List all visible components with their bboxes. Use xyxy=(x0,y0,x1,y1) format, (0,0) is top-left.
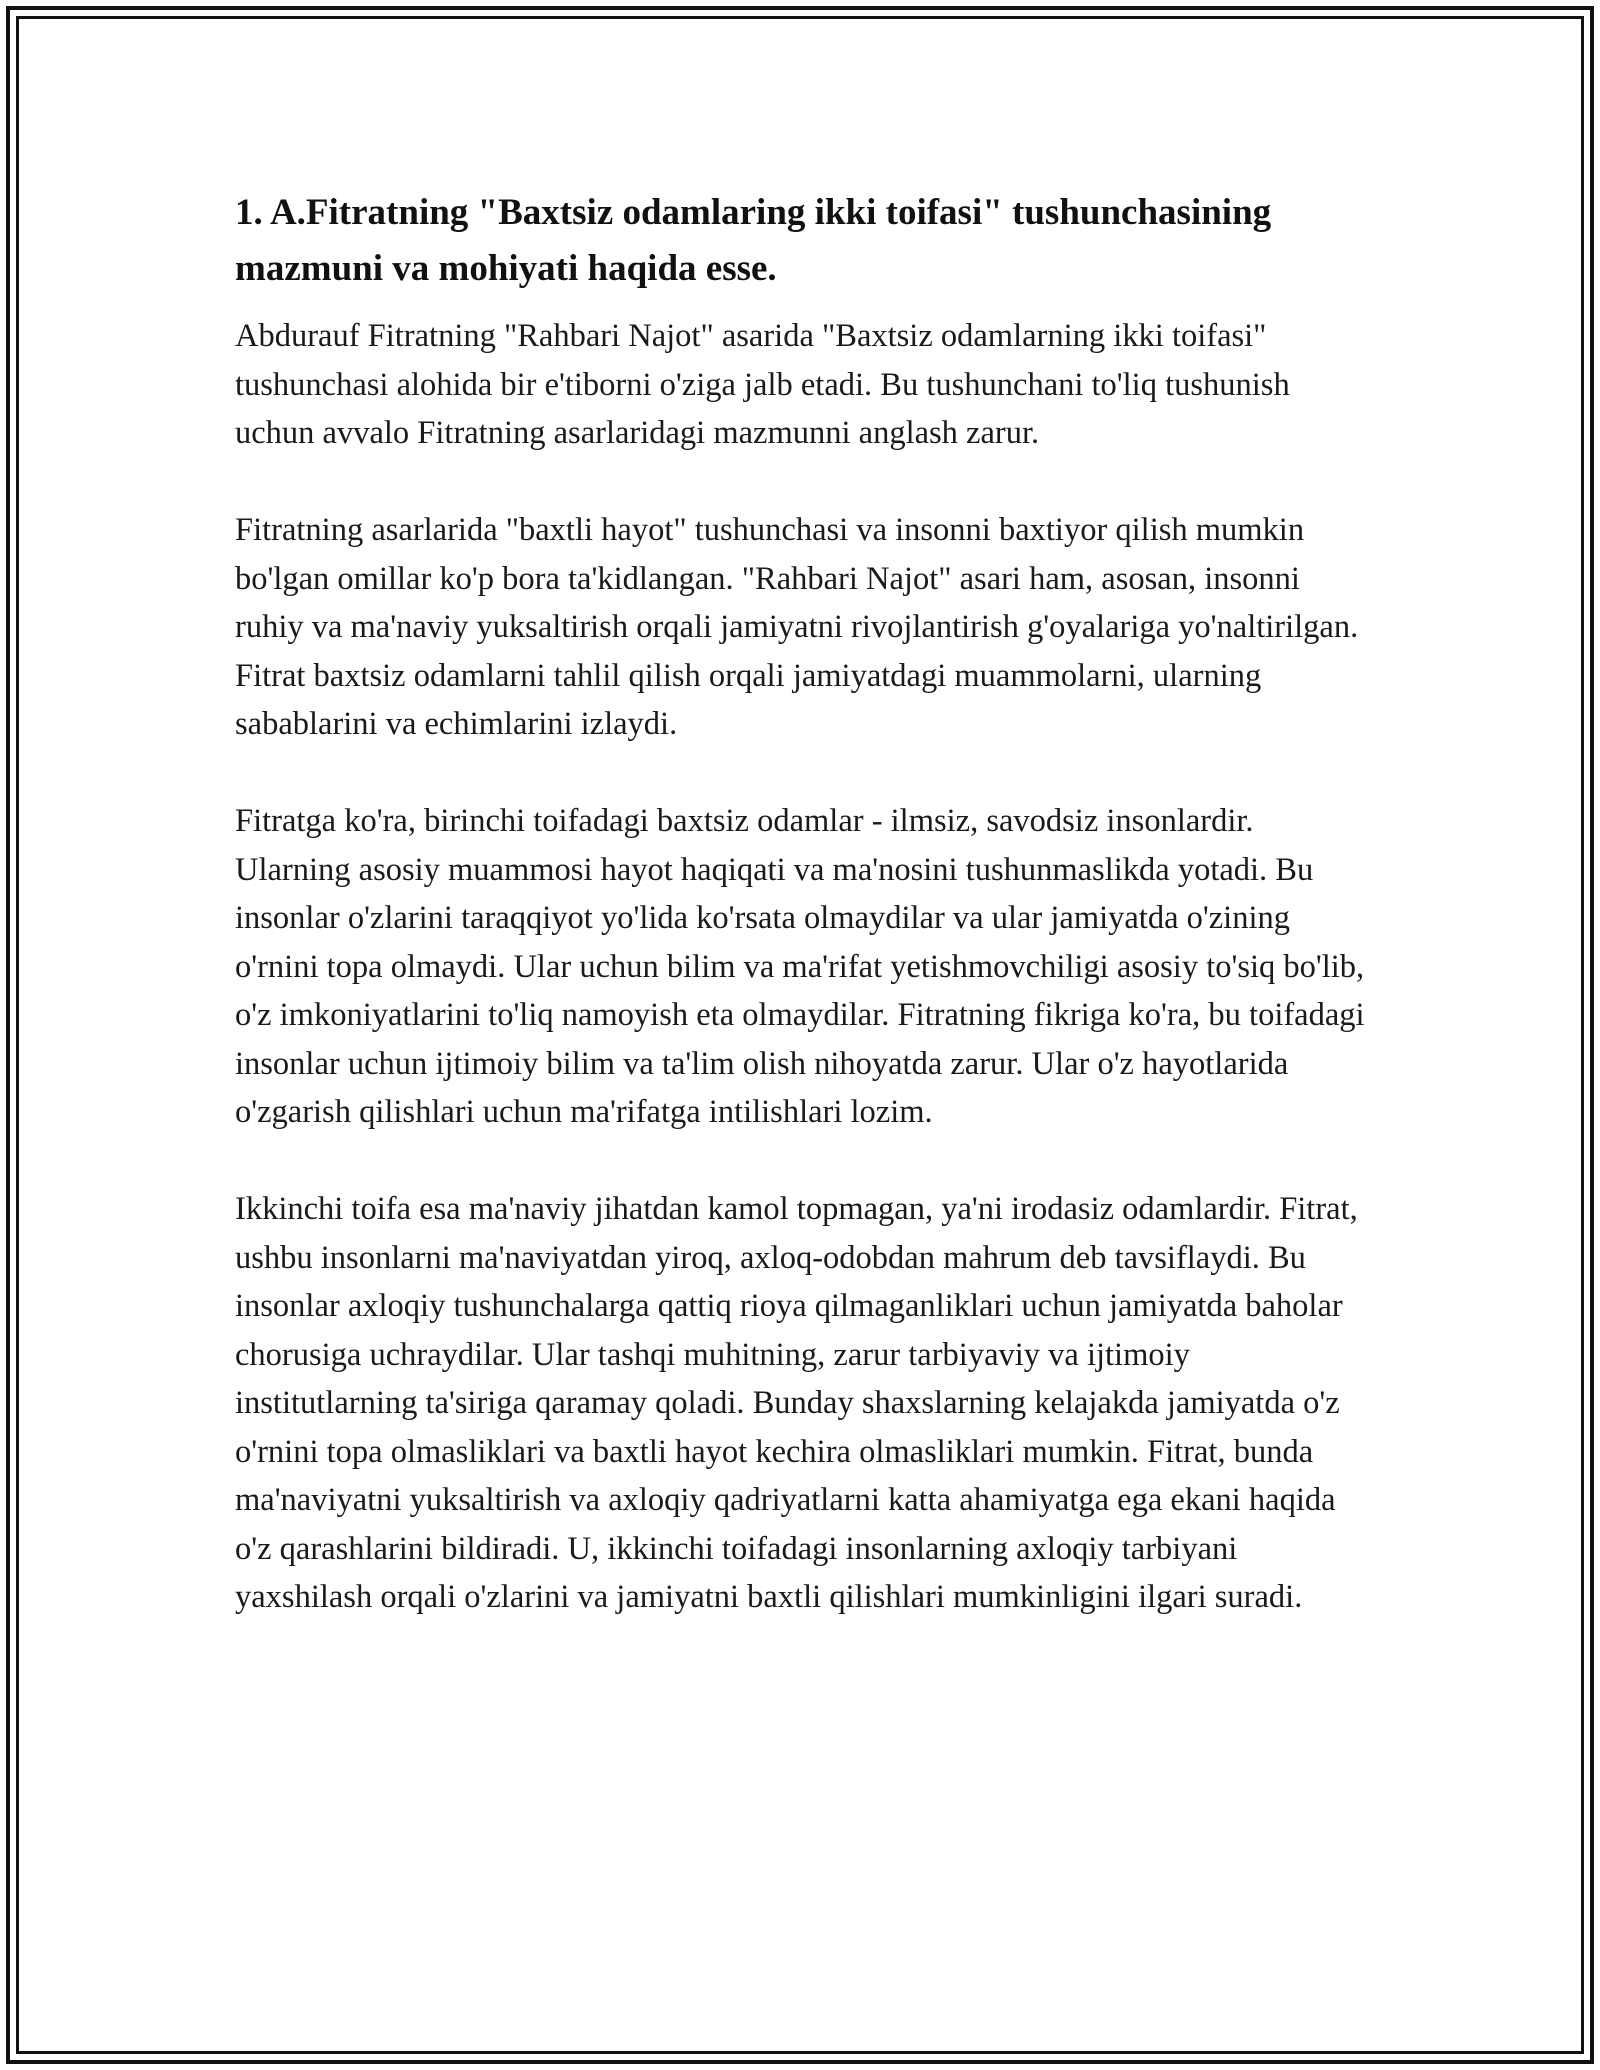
essay-paragraph-2: Fitratning asarlarida "baxtli hayot" tushunchasi va insonni baxtiyor qilish mumkin bo'lgan omillar ko'p bora ta'kidlangan. "Rahbari Najot" asari ham, asosan, insonni ruhiy va ma'naviy yuksaltirish orqali jamiyatni rivojlantirish g'oyalariga yo'naltirilgan. Fitrat baxtsiz odamlarni tahlil qilish orqali jamiyatdagi muammolarni, ularning sabablarini va echimlarini izlaydi. xyxy=(235,512,1359,742)
essay-paragraph-3: Fitratga ko'ra, birinchi toifadagi baxtsiz odamlar - ilmsiz, savodsiz insonlardir. Ularning asosiy muammosi hayot haqiqati va ma'nosini tushunmaslikda yotadi. Bu insonlar o'zlarini taraqqiyot yo'lida ko'rsata olmaydilar va ular jamiyatda o'zining o'rnini topa olmaydi. Ular uchun bilim va ma'rifat yetishmovchiligi asosiy to'siq bo'lib, o'z imkoniyatlarini to'liq namoyish eta olmaydilar. Fitratning fikriga ko'ra, bu toifadagi insonlar uchun ijtimoiy bilim va ta'lim olish nihoyatda zarur. Ular o'z hayotlarida o'zgarish qilishlari uchun ma'rifatga intilishlari lozim. xyxy=(235,803,1365,1130)
essay-paragraph-4: Ikkinchi toifa esa ma'naviy jihatdan kamol topmagan, ya'ni irodasiz odamlardir. Fitrat, ushbu insonlarni ma'naviyatdan yiroq, axloq-odobdan mahrum deb tavsiflaydi. Bu insonlar axloqiy tushunchalarga qattiq rioya qilmaganliklari uchun jamiyatda baholar chorusiga uchraydilar. Ular tashqi muhitning, zarur tarbiyaviy va ijtimoiy institutlarning ta'siriga qaramay qoladi. Bunday shaxslarning kelajakda jamiyatda o'z o'rnini topa olmasliklari va baxtli hayot kechira olmasliklari mumkin. Fitrat, bunda ma'naviyatni yuksaltirish va axloqiy qadriyatlarni katta ahamiyatga ega ekani haqida o'z qarashlarini bildiradi. U, ikkinchi toifadagi insonlarning axloqiy tarbiyani yaxshilash orqali o'zlarini va jamiyatni baxtli qilishlari mumkinligini ilgari suradi. xyxy=(235,1191,1358,1615)
essay-title: 1. A.Fitratning "Baxtsiz odamlaring ikki toifasi" tushunchasining mazmuni va mohiyati haqida esse. xyxy=(235,192,1272,289)
essay-paragraph-1: Abdurauf Fitratning "Rahbari Najot" asarida "Baxtsiz odamlarning ikki toifasi" tushunchasi alohida bir e'tiborni o'ziga jalb etadi. Bu tushunchani to'liq tushunish uchun avvalo Fitratning asarlaridagi mazmunni anglash zarur. xyxy=(235,318,1290,451)
essay-content xyxy=(235,185,1365,1622)
